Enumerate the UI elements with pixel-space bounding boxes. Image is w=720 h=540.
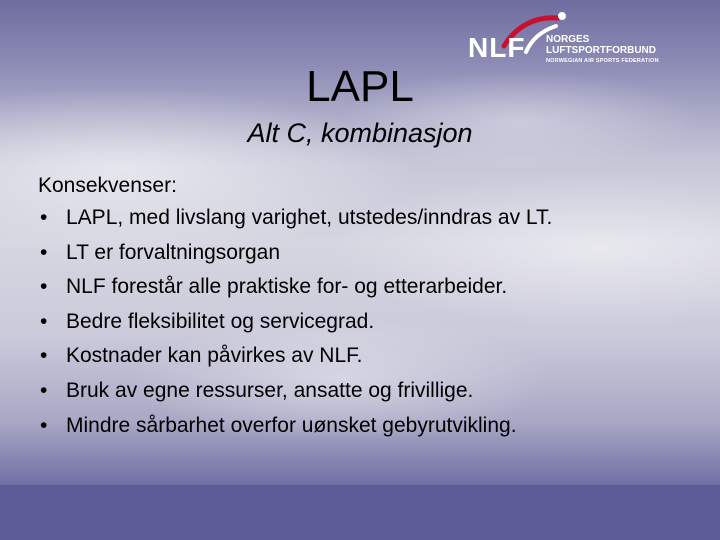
list-item-text: Mindre sårbarhet overfor uønsket gebyrutvikling. (66, 413, 517, 437)
nlf-logo (468, 8, 676, 70)
bullet-icon: • (40, 309, 48, 333)
list-item (38, 236, 708, 271)
list-item (38, 409, 708, 444)
list-item-text: LT er forvaltningsorgan (66, 240, 281, 264)
bullet-icon: • (40, 344, 48, 368)
content-heading: Konsekvenser: (38, 174, 177, 197)
list-item (38, 305, 708, 340)
logo-abbreviation: NLF (468, 32, 526, 63)
slide-content (38, 171, 708, 443)
slide-title: LAPL (306, 62, 414, 111)
bullet-icon: • (40, 275, 48, 299)
list-item-text: NLF forestår alle praktiske for- og etterarbeider. (66, 275, 508, 299)
logo-line-1: NORGES (546, 34, 590, 45)
bullet-icon: • (40, 240, 48, 264)
list-item (38, 374, 708, 409)
list-item (38, 270, 708, 305)
slide-subtitle: Alt C, kombinasjon (247, 118, 473, 148)
bottom-band (0, 485, 720, 540)
bullet-icon: • (40, 413, 48, 437)
list-item-text: Bruk av egne ressurser, ansatte og frivillige. (66, 378, 474, 402)
list-item (38, 201, 708, 236)
list-item-text: LAPL, med livslang varighet, utstedes/inndras av LT. (66, 206, 553, 229)
bullet-icon: • (40, 378, 48, 402)
bullet-list (38, 201, 708, 443)
list-item (38, 339, 708, 374)
logo-line-3: NORWEGIAN AIR SPORTS FEDERATION (546, 58, 659, 64)
bullet-icon: • (40, 206, 48, 229)
logo-line-2: LUFTSPORTFORBUND (546, 45, 656, 56)
list-item-text: Bedre fleksibilitet og servicegrad. (66, 309, 375, 333)
list-item-text: Kostnader kan påvirkes av NLF. (66, 344, 363, 368)
